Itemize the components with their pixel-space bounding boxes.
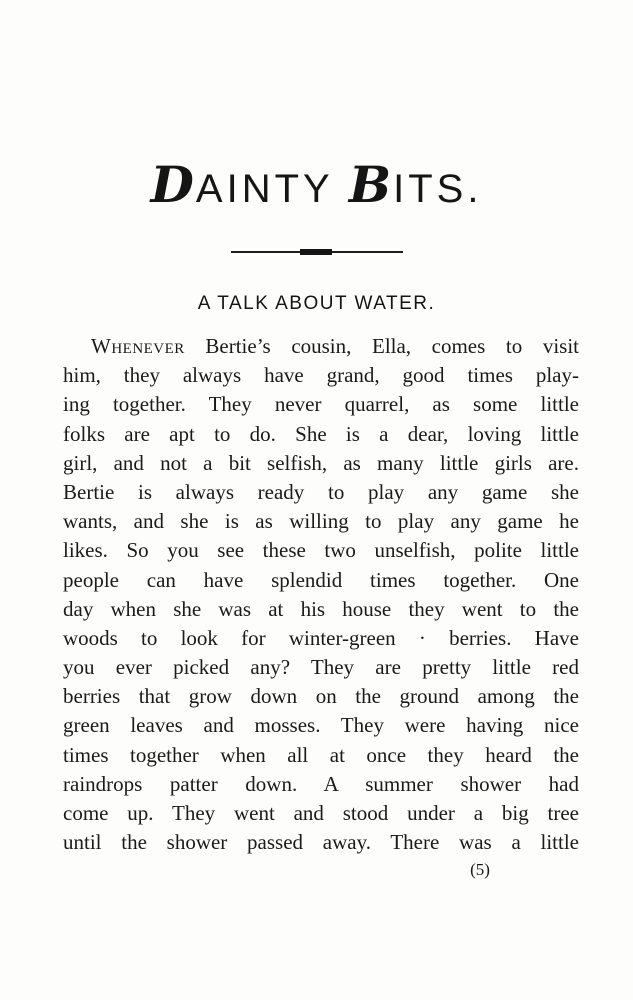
text-line: raindrops patter down. A summer shower had: [63, 771, 579, 796]
page-number: (5): [470, 860, 490, 879]
lead-word: Whenever: [91, 334, 185, 358]
body-paragraph: [63, 332, 579, 857]
text-line: woods to look for winter-green · berries. Have: [63, 625, 579, 650]
title-initial-d: D: [150, 155, 196, 214]
text-line: wants, and she is as willing to play any game he: [63, 509, 579, 534]
page-title: [0, 155, 633, 214]
text-line: girl, and not a bit selfish, as many little girls are.: [63, 450, 579, 475]
text-line: him, they always have grand, good times play-: [63, 363, 579, 388]
title-word-2-rest: ITS.: [393, 167, 483, 211]
text-line: come up. They went and stood under a big tree: [63, 801, 579, 825]
text-line: times together when all at once they heard the: [63, 742, 579, 767]
text-line: berries that grow down on the ground among the: [63, 684, 579, 709]
text-line: [63, 332, 579, 361]
text-line: green leaves and mosses. They were having nice: [63, 713, 579, 738]
title-word-1-rest: AINTY: [195, 167, 334, 211]
text-line: people can have splendid times together. One: [63, 567, 579, 592]
text-line: folks are apt to do. She is a dear, loving little: [63, 421, 579, 446]
text-line: day when she was at his house they went to the: [63, 596, 579, 621]
title-initial-b: B: [348, 155, 394, 214]
text-line: until the shower passed away. There was a little: [63, 830, 579, 855]
text-line: Bertie is always ready to play any game she: [63, 479, 579, 504]
text-line-content: Bertie’s cousin, Ella, comes to visit: [184, 334, 579, 358]
text-line: likes. So you see these two unselfish, polite little: [63, 538, 579, 563]
section-heading: A TALK ABOUT WATER.: [197, 293, 436, 314]
text-line: ing together. They never quarrel, as some little: [63, 392, 579, 417]
ornamental-rule-center: [300, 249, 332, 255]
text-line: you ever picked any? They are pretty little red: [63, 655, 579, 680]
